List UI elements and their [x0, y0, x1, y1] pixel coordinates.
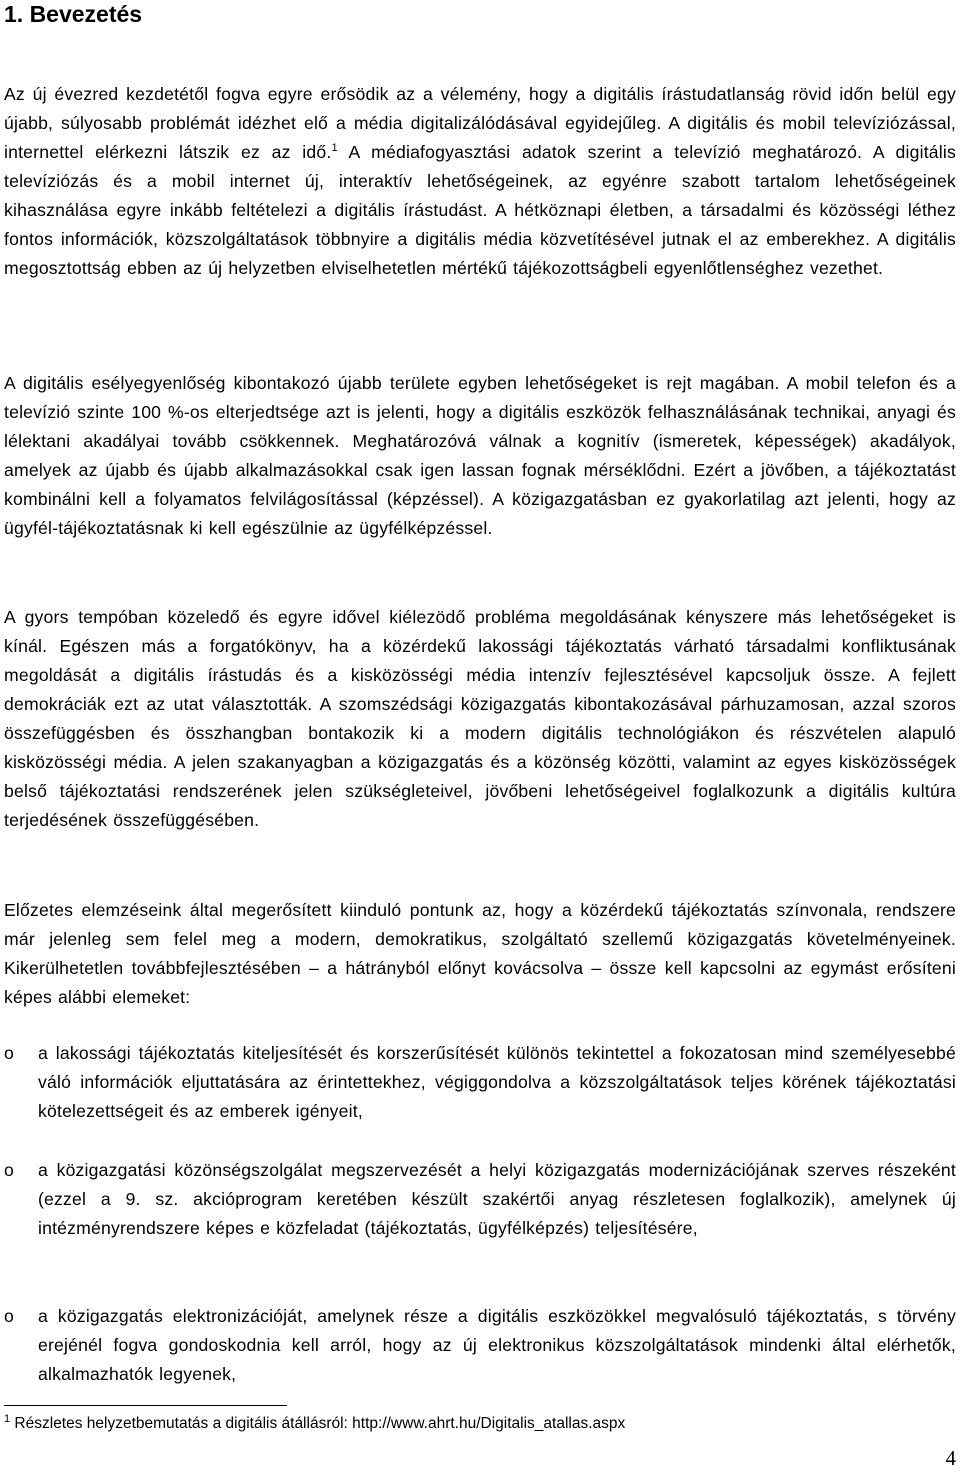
footnote — [4, 1414, 944, 1434]
paragraph-intro-text-a: Az új évezred kezdetétől fogva egyre erősödik az a vélemény, hogy a digitális írástudatlanság rövid időn belül egy újabb, súlyosabb problémát idézhet elő a média digitalizálódásával egyidejűleg. A digitális és mobil televíziózással, internettel elérkezni látszik ez az idő. — [4, 84, 956, 162]
footnote-divider — [4, 1405, 287, 1406]
paragraph-intro-text-b: A médiafogyasztási adatok szerint a televízió meghatározó. A digitális televíziózás és a mobil internet új, interaktív lehetőségeinek, az egyénre szabott tartalom lehetőségeinek kihasználása egyre inkább feltételezi a digitális írástudást. A hétköznapi életben, a társadalmi és közösségi léthez fontos információk, közszolgáltatások többnyire a digitális média közvetítésével jutnak el az emberekhez. A digitális megosztottság ebben az új helyzetben elviselhetetlen mértékű tájékozottságbeli egyenlőtlenséghez vezethet. — [4, 142, 957, 278]
paragraph-intro — [4, 80, 956, 283]
footnote-reference[interactable]: 1 — [331, 142, 338, 155]
bullet-marker: o — [4, 1043, 14, 1063]
list-item-text: a lakossági tájékoztatás kiteljesítését és korszerűsítését különös tekintettel a fokozatosan mind személyesebbé váló információk eljuttatására az érintettekhez, végiggondolva a közszolgáltatások teljes körének tájékoztatási kötelezettségeit és az emberek igényeit, — [38, 1043, 956, 1121]
paragraph-digital-equality: A digitális esélyegyenlőség kibontakozó újabb területe egyben lehetőségeket is rejt magában. A mobil telefon és a televízió szinte 100 %-os elterjedtsége azt is jelenti, hogy a digitális eszközök felhasználásának technikai, anyagi és lélektani akadályai tovább csökkennek. Meghatározóvá válnak a kognitív (ismeretek, képességek) akadályok, amelyek az újabb és újabb alkalmazásokkal csak igen lassan fognak mérséklődni. Ezért a jövőben, a tájékoztatást kombinálni kell a folyamatos felvilágosítással (képzéssel). A közigazgatásban ez gyakorlatilag azt jelenti, hogy az ügyfél-tájékoztatásnak ki kell egészülnie az ügyfélképzéssel. — [4, 373, 956, 538]
bullet-marker: o — [4, 1160, 14, 1180]
paragraph-problem-solving: A gyors tempóban közeledő és egyre idővel kiélezödő probléma megoldásának kényszere más lehetőségeket is kínál. Egészen más a forgatókönyv, ha a közérdekű lakossági tájékoztatás várható társadalmi konfliktusának megoldását a digitális írástudás és a kisközösségi média intenzív fejlesztésével kapcsoljuk össze. A fejlett demokráciák ezt az utat választották. A szomszédsági közigazgatás kibontakozásával párhuzamosan, azzal szoros összefüggésben és összhangban bontakozik ki a modern digitális technológiákon és részvételen alapuló kisközösségi média. A jelen szakanyagban a közigazgatás és a közönség közötti, valamint az egyes kisközösségek belső tájékoztatási rendszerének jelen szükségleteivel, jövőbeni lehetőségeivel foglalkozunk a digitális kultúra terjedésének összefüggésében. — [4, 607, 956, 830]
section-heading: 1. Bevezetés — [4, 1, 143, 27]
list-item-text: a közigazgatás elektronizációját, amelynek része a digitális eszközökkel megvalósuló tájékoztatás, s törvény erejénél fogva gondoskodnia kell arról, hogy az új elektronikus közszolgáltatások mindenki által elérhetők, alkalmazhatók legyenek, — [38, 1306, 956, 1384]
paragraph-starting-point: Előzetes elemzéseink által megerősített kiinduló pontunk az, hogy a közérdekű tájékoztatás színvonala, rendszere már jelenleg sem felel meg a modern, demokratikus, szolgáltató szellemű közigazgatás követelményeinek. Kikerülhetetlen továbbfejlesztésében – a hátrányból előnyt kovácsolva – össze kell kapcsolni az egymást erősíteni képes alábbi elemeket: — [4, 900, 956, 1007]
list-item-text: a közigazgatási közönségszolgálat megszervezését a helyi közigazgatás modernizációjának szerves részeként (ezzel a 9. sz. akcióprogram keretében készült szakértői anyag részletesen foglalkozik), amelynek új intézményrendszere képes e közfeladat (tájékoztatás, ügyfélképzés) teljesítésére, — [38, 1160, 956, 1238]
page-number: 4 — [945, 1446, 956, 1470]
bullet-marker: o — [4, 1306, 14, 1326]
footnote-text[interactable]: Részletes helyzetbemutatás a digitális átállásról: http://www.ahrt.hu/Digitalis_atallas.aspx — [10, 1415, 626, 1432]
footnote-number: 1 — [4, 1412, 11, 1425]
